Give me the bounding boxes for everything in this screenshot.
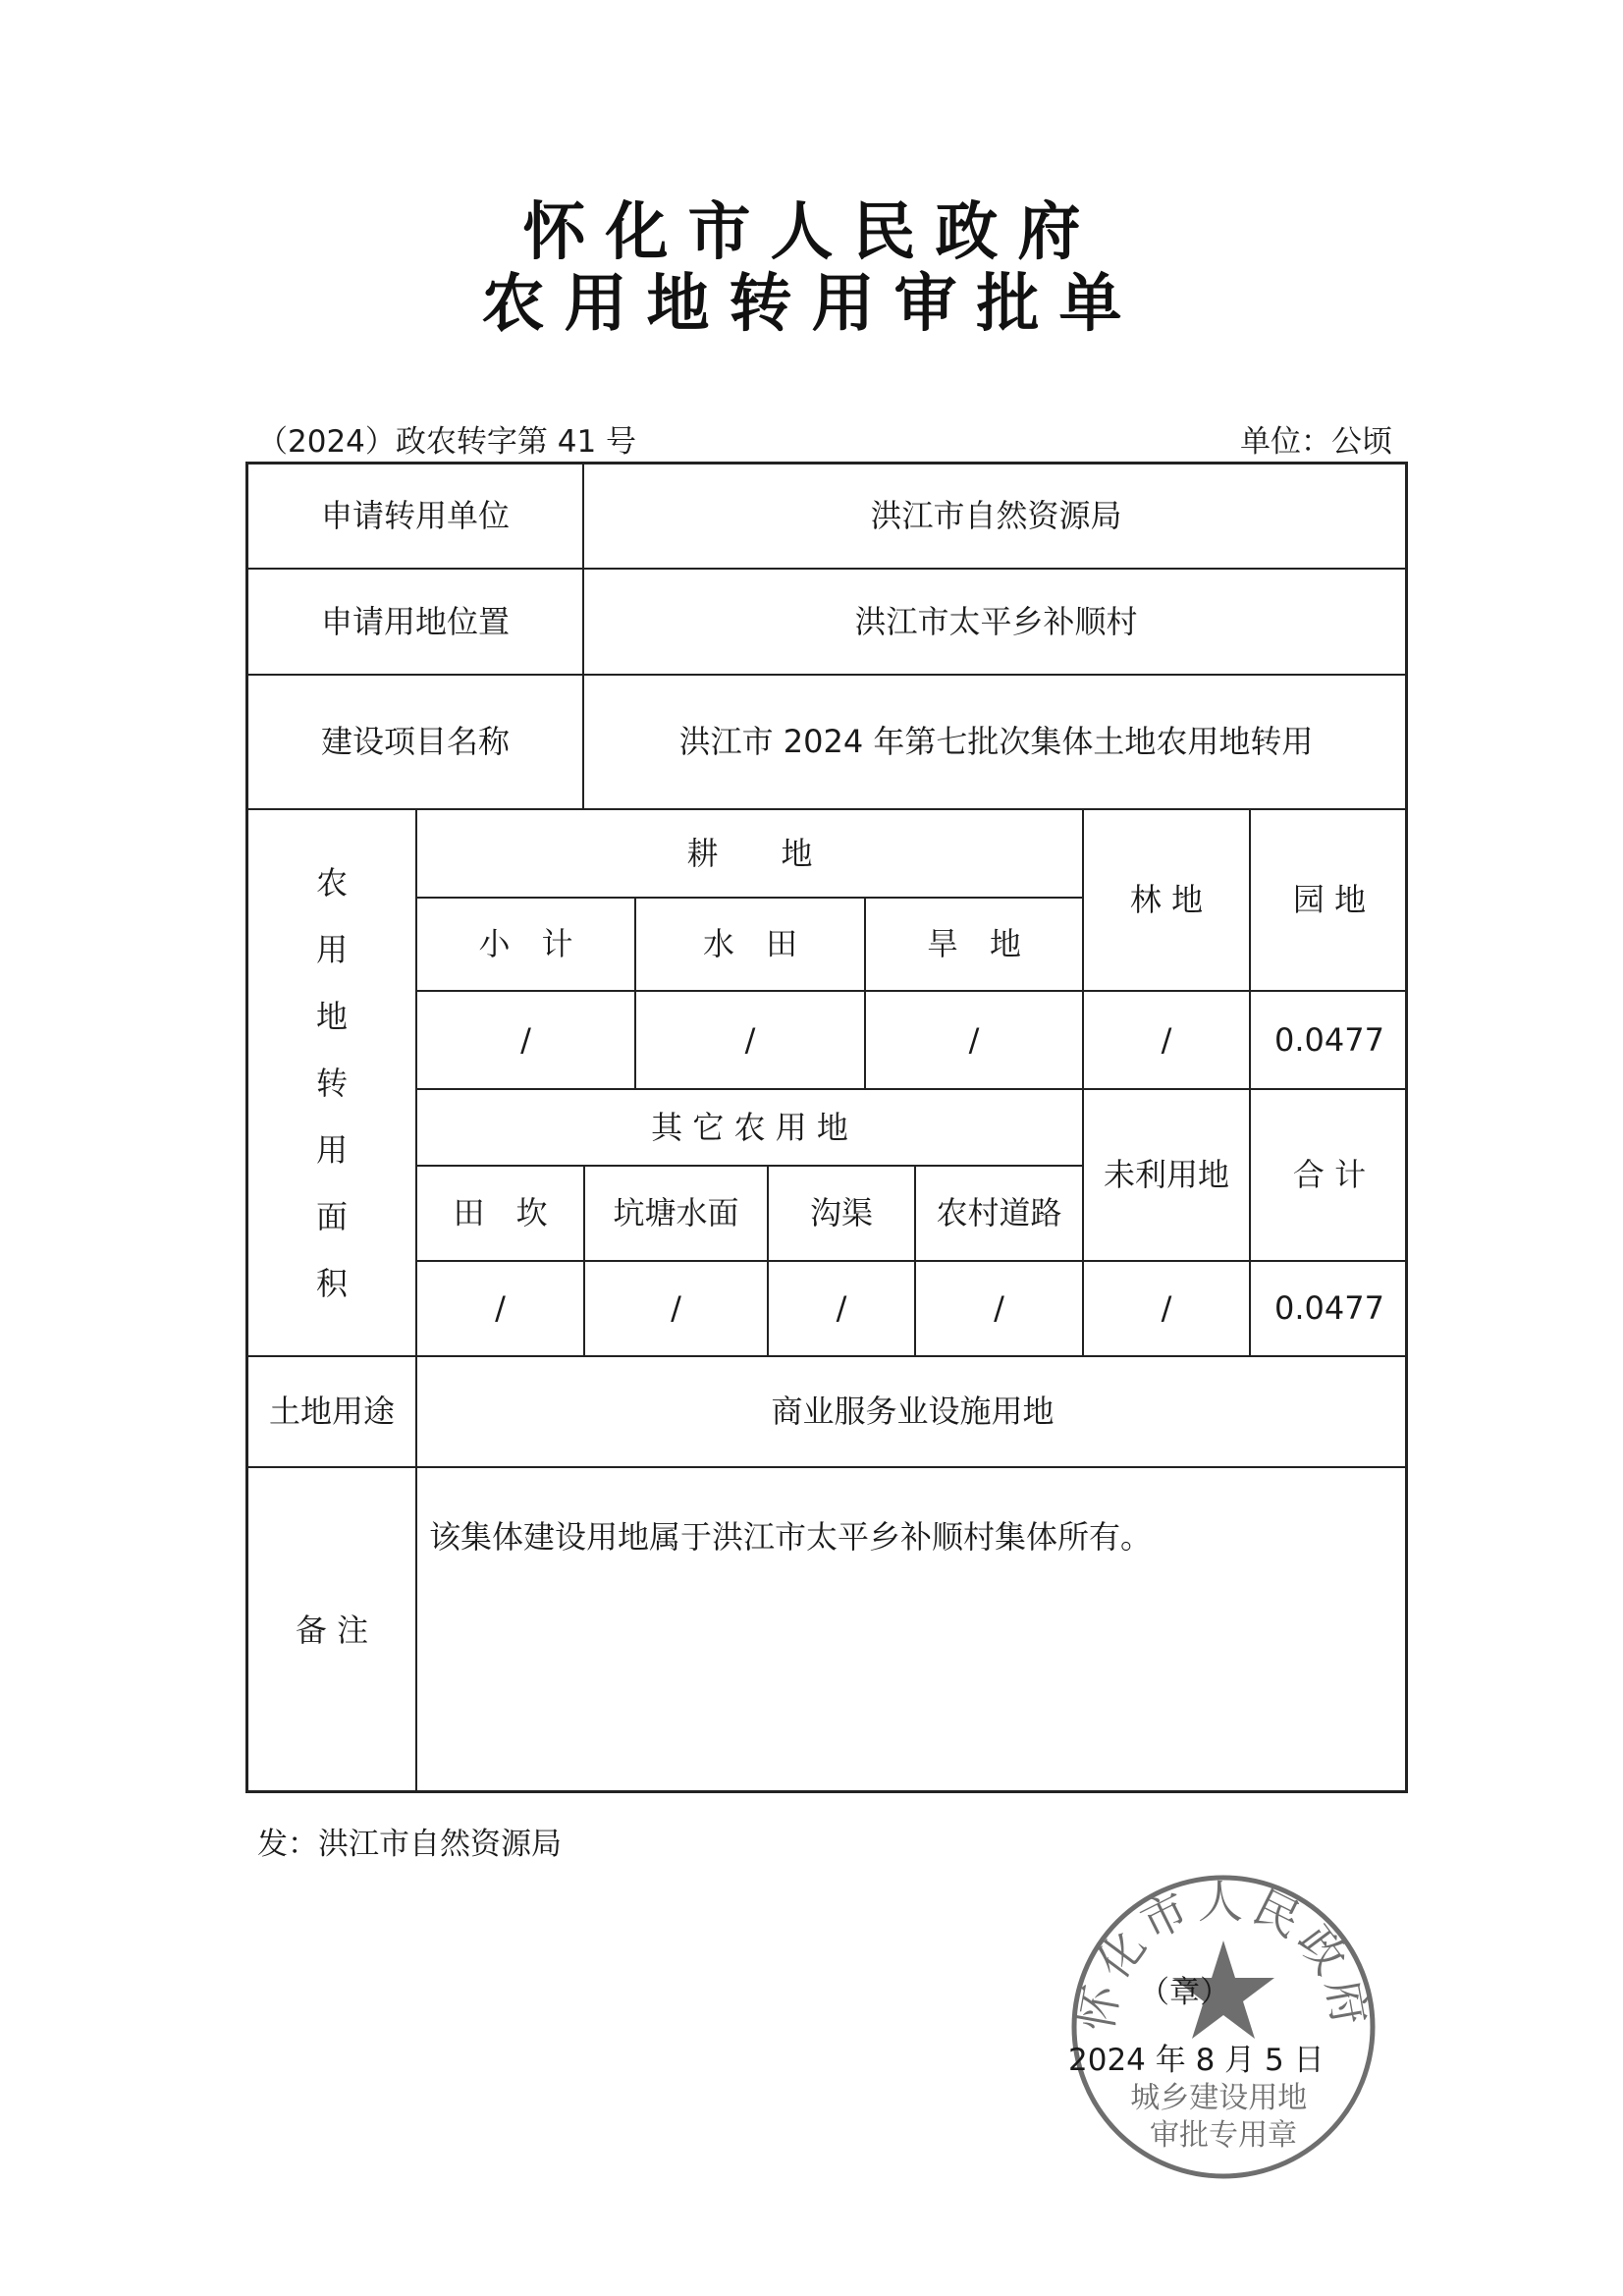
issued-to: 发：洪江市自然资源局 bbox=[257, 1827, 562, 1862]
area-label-char: 地 bbox=[315, 997, 348, 1035]
field-ridge-value: / bbox=[495, 1289, 506, 1328]
seal-label: （章） bbox=[1139, 1975, 1230, 2010]
land-use-label: 土地用途 bbox=[268, 1393, 395, 1431]
seal-ring-text: 怀化市人民政府 bbox=[1068, 1875, 1379, 2036]
pond-value: / bbox=[671, 1289, 681, 1328]
ditch-value: / bbox=[836, 1289, 847, 1328]
cultivated-subtotal-value: / bbox=[520, 1020, 531, 1059]
pond-header: 坑塘水面 bbox=[613, 1194, 739, 1232]
area-vertical-label bbox=[248, 810, 415, 1355]
document-title-line1: 怀化市人民政府 bbox=[522, 195, 1101, 269]
total-value: 0.0477 bbox=[1274, 1289, 1384, 1328]
area-label-char: 用 bbox=[315, 930, 348, 968]
document-title-line2: 农用地转用审批单 bbox=[481, 267, 1142, 341]
location-label: 申请用地位置 bbox=[320, 602, 510, 640]
seal-inner-text: 城乡建设用地 审批专用章 bbox=[1130, 2081, 1308, 2153]
rural-road-value: / bbox=[994, 1289, 1004, 1328]
field-ridge-header: 田 坎 bbox=[453, 1194, 548, 1232]
project-value: 洪江市 2024 年第七批次集体土地农用地转用 bbox=[678, 723, 1314, 761]
approval-date: 2024 年 8 月 5 日 bbox=[1068, 2043, 1325, 2078]
rural-road-header: 农村道路 bbox=[936, 1194, 1062, 1232]
total-header: 合 计 bbox=[1292, 1156, 1367, 1194]
forest-header: 林 地 bbox=[1129, 881, 1204, 919]
other-agri-header: 其 它 农 用 地 bbox=[651, 1108, 848, 1146]
remarks-value: 该集体建设用地属于洪江市太平乡补顺村集体所有。 bbox=[429, 1517, 1153, 1556]
area-label-char: 面 bbox=[315, 1197, 348, 1235]
dry-land-header: 旱 地 bbox=[926, 925, 1021, 963]
applicant-label: 申请转用单位 bbox=[320, 497, 510, 535]
remarks-label: 备 注 bbox=[295, 1612, 369, 1650]
approval-form-table bbox=[245, 462, 1408, 1793]
garden-header: 园 地 bbox=[1292, 881, 1367, 919]
unused-land-header: 未利用地 bbox=[1103, 1156, 1229, 1194]
project-label: 建设项目名称 bbox=[320, 723, 510, 761]
garden-value: 0.0477 bbox=[1274, 1020, 1384, 1059]
cultivated-header: 耕 地 bbox=[686, 834, 813, 872]
applicant-value: 洪江市自然资源局 bbox=[870, 497, 1122, 535]
unit-label: 单位：公顷 bbox=[1240, 424, 1392, 460]
unused-land-value: / bbox=[1161, 1289, 1172, 1328]
land-use-value: 商业服务业设施用地 bbox=[771, 1393, 1055, 1431]
cultivated-subtotal-header: 小 计 bbox=[478, 925, 573, 963]
area-label-char: 积 bbox=[315, 1264, 348, 1302]
paddy-value: / bbox=[744, 1020, 756, 1059]
area-label-char: 农 bbox=[315, 863, 348, 902]
ditch-header: 沟渠 bbox=[809, 1194, 873, 1232]
location-value: 洪江市太平乡补顺村 bbox=[854, 602, 1138, 640]
forest-value: / bbox=[1161, 1020, 1172, 1059]
area-label-char: 用 bbox=[315, 1130, 348, 1169]
official-seal-icon bbox=[1066, 1870, 1380, 2184]
paddy-header: 水 田 bbox=[702, 925, 797, 963]
dry-land-value: / bbox=[968, 1020, 980, 1059]
document-number: （2024）政农转字第 41 号 bbox=[257, 424, 637, 460]
area-label-char: 转 bbox=[315, 1064, 348, 1102]
